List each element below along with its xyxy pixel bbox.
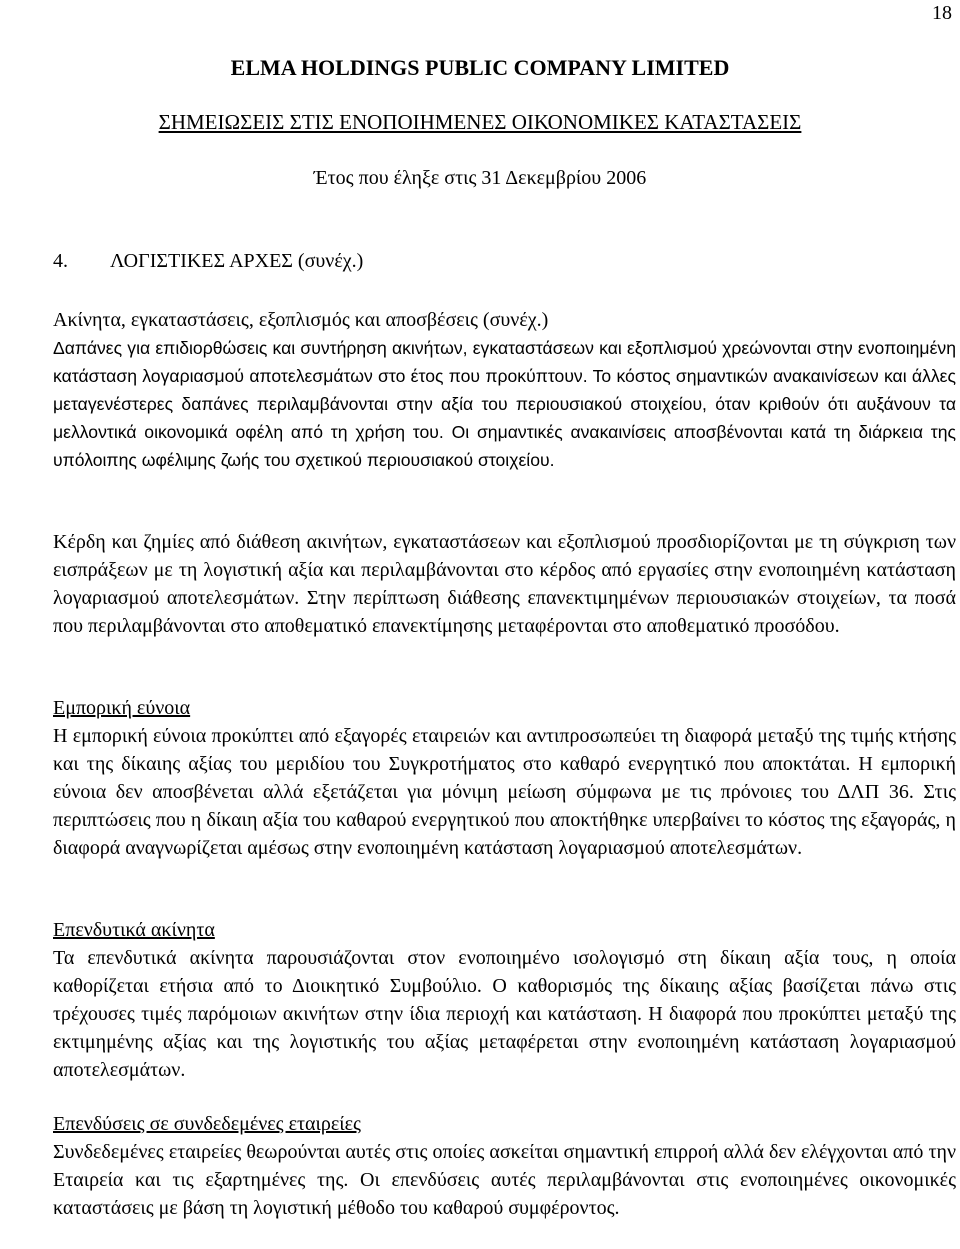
document-title: ΣΗΜΕΙΩΣΕΙΣ ΣΤΙΣ ΕΝΟΠΟΙΗΜΕΝΕΣ ΟΙΚΟΝΟΜΙΚΕΣ ΚΑΤΑΣΤΑΣΕΙΣ xyxy=(158,110,802,134)
section-title: ΛΟΓΙΣΤΙΚΕΣ ΑΡΧΕΣ (συνέχ.) xyxy=(110,250,364,272)
section-number: 4. xyxy=(53,250,68,272)
block-heading: Ακίνητα, εγκαταστάσεις, εξοπλισμός και αποσβέσεις (συνέχ.) xyxy=(53,309,549,331)
block-disposal xyxy=(53,528,956,640)
block-heading: Επενδύσεις σε συνδεδεμένες εταιρείες xyxy=(53,1113,361,1135)
section-heading xyxy=(53,250,363,273)
block-paragraph: Η εμπορική εύνοια προκύπτει από εξαγορές εταιρειών και αντιπροσωπεύει τη διαφορά μεταξύ της τιμής κτήσης και της δίκαιης αξίας του μεριδίου του Συγκροτήματος στο καθαρό ενεργητικό που αποκτάται. Η εμπορική εύνοια δεν αποσβένεται αλλά εξετάζεται για μόνιμη μείωση σύμφωνα με τις πρόνοιες του ΔΛΠ 36. Στις περιπτώσεις που η δίκαιη αξία του καθαρού ενεργητικού που αποκτήθηκε υπερβαίνει το κόστος της εξαγοράς, η διαφορά αναγνωρίζεται αμέσως στην ενοποιημένη κατάσταση λογαριασμού αποτελεσμάτων. xyxy=(53,725,956,859)
block-ppe xyxy=(53,306,956,474)
document-body xyxy=(53,0,956,1249)
block-paragraph: Δαπάνες για επιδιορθώσεις και συντήρηση ακινήτων, εγκαταστάσεων και εξοπλισμού χρεώνονται στην ενοποιημένη κατάσταση λογαριασμού αποτελεσμάτων στο έτος που προκύπτουν. Το κόστος σημαντικών ανακαινίσεων και άλλες μεταγενέστερες δαπάνες περιλαμβάνονται στην αξία του περιουσιακού στοιχείου, όταν κριθούν ότι αυξάνουν τα μελλοντικά οικονομικά οφέλη από τη χρήση του. Οι σημαντικές ανακαινίσεις αποσβένονται κατά τη διάρκεια της υπόλοιπης ωφέλιμης ζωής του σχετικού περιουσιακού στοιχείου. xyxy=(53,338,956,470)
page-number: 18 xyxy=(932,2,952,24)
company-name: ELMA HOLDINGS PUBLIC COMPANY LIMITED xyxy=(230,55,730,80)
reporting-period: Έτος που έληξε στις 31 Δεκεμβρίου 2006 xyxy=(313,167,647,189)
block-heading: Εμπορική εύνοια xyxy=(53,697,191,719)
block-paragraph: Τα επενδυτικά ακίνητα παρουσιάζονται στον ενοποιημένο ισολογισμό στη δίκαιη αξία τους, η οποία καθορίζεται ετήσια από το Διοικητικό Συμβούλιο. Ο καθορισμός της δίκαιης αξίας βασίζεται πάνω στις τρέχουσες τιμές παρόμοιων ακινήτων στην ίδια περιοχή και κατάσταση. Η διαφορά που προκύπτει μεταξύ της εκτιμημένης αξίας και της λογιστικής του αξίας μεταφέρεται στην ενοποιημένη κατάσταση λογαριασμού αποτελεσμάτων. xyxy=(53,947,956,1081)
block-heading: Επενδυτικά ακίνητα xyxy=(53,919,215,941)
block-paragraph: Κέρδη και ζημίες από διάθεση ακινήτων, εγκαταστάσεων και εξοπλισμού προσδιορίζονται με τη σύγκριση των εισπράξεων με τη λογιστική αξία και περιλαμβάνονται στο κέρδος από εργασίες στην ενοποιημένη κατάσταση λογαριασμού αποτελεσμάτων. Στην περίπτωση διάθεσης επανεκτιμημένων περιουσιακών στοιχείων, τα ποσά που περιλαμβάνονται στο αποθεματικό επανεκτίμησης μεταφέρονται στο αποθεματικό προσόδου. xyxy=(53,531,956,637)
block-investment-property xyxy=(53,916,956,1084)
block-paragraph: Συνδεδεμένες εταιρείες θεωρούνται αυτές στις οποίες ασκείται σημαντική επιρροή αλλά δεν ελέγχονται από την Εταιρεία και τις εξαρτημένες της. Οι επενδύσεις αυτές περιλαμβάνονται στις ενοποιημένες οικονομικές καταστάσεις με βάση τη λογιστική μέθοδο του καθαρού συμφέροντος. xyxy=(53,1141,956,1219)
block-goodwill xyxy=(53,694,956,862)
block-associates xyxy=(53,1110,956,1222)
